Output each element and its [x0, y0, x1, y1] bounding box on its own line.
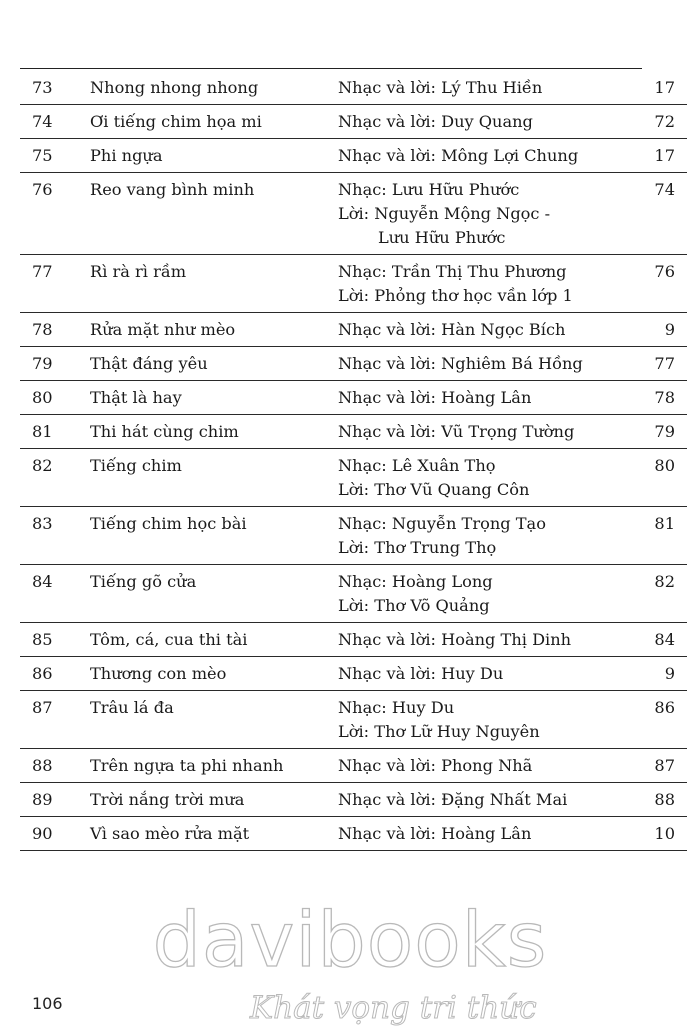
credit-line: Nhạc và lời: Đặng Nhất Mai [338, 790, 568, 809]
song-number: 88 [20, 749, 90, 783]
credit-line: Nhạc và lời: Lý Thu Hiền [338, 78, 543, 97]
song-title: Trên ngựa ta phi nhanh [90, 749, 338, 783]
song-page: 9 [633, 657, 687, 691]
song-number: 83 [20, 507, 90, 565]
song-credit [338, 255, 633, 313]
song-number: 82 [20, 449, 90, 507]
song-title: Nhong nhong nhong [90, 71, 338, 105]
watermark-slogan: Khát vọng tri thức [250, 990, 537, 1026]
song-credit [338, 105, 633, 139]
song-credit [338, 691, 633, 749]
song-page: 9 [633, 313, 687, 347]
credit-line: Lưu Hữu Phước [378, 228, 506, 247]
credit-line: Nhạc: Lê Xuân Thọ [338, 456, 496, 475]
top-rule [20, 68, 642, 69]
song-page: 84 [633, 623, 687, 657]
credit-line: Lời: Thơ Lữ Huy Nguyên [338, 722, 540, 741]
table-row [20, 381, 687, 415]
credit-line: Lời: Phỏng thơ học vần lớp 1 [338, 286, 573, 305]
credit-line: Nhạc và lời: Duy Quang [338, 112, 533, 131]
table-row [20, 507, 687, 565]
table-row [20, 71, 687, 105]
song-credit [338, 139, 633, 173]
song-title: Trâu lá đa [90, 691, 338, 749]
song-title: Thật đáng yêu [90, 347, 338, 381]
song-page: 87 [633, 749, 687, 783]
song-page: 78 [633, 381, 687, 415]
song-credit [338, 71, 633, 105]
song-page: 10 [633, 817, 687, 851]
song-title: Ơi tiếng chim họa mi [90, 105, 338, 139]
table-row [20, 817, 687, 851]
song-title: Reo vang bình minh [90, 173, 338, 255]
credit-line: Nhạc: Trần Thị Thu Phương [338, 262, 567, 281]
song-number: 84 [20, 565, 90, 623]
song-number: 77 [20, 255, 90, 313]
song-page: 86 [633, 691, 687, 749]
table-row [20, 139, 687, 173]
song-title: Tiếng chim [90, 449, 338, 507]
song-number: 90 [20, 817, 90, 851]
credit-line: Nhạc và lời: Hoàng Thị Dinh [338, 630, 572, 649]
song-credit [338, 507, 633, 565]
song-page: 17 [633, 71, 687, 105]
song-index-table [20, 71, 687, 851]
song-number: 74 [20, 105, 90, 139]
table-row [20, 657, 687, 691]
song-number: 75 [20, 139, 90, 173]
song-credit [338, 415, 633, 449]
page-number: 106 [32, 994, 63, 1013]
song-number: 85 [20, 623, 90, 657]
song-title: Tiếng gõ cửa [90, 565, 338, 623]
song-title: Tôm, cá, cua thi tài [90, 623, 338, 657]
table-row [20, 565, 687, 623]
song-title: Trời nắng trời mưa [90, 783, 338, 817]
song-credit [338, 173, 633, 255]
song-credit [338, 817, 633, 851]
table-row [20, 749, 687, 783]
table-row [20, 415, 687, 449]
credit-line: Nhạc và lời: Hàn Ngọc Bích [338, 320, 566, 339]
song-number: 81 [20, 415, 90, 449]
song-title: Rì rà rì rầm [90, 255, 338, 313]
credit-line: Nhạc và lời: Vũ Trọng Tường [338, 422, 575, 441]
song-page: 81 [633, 507, 687, 565]
song-title: Thi hát cùng chim [90, 415, 338, 449]
song-number: 80 [20, 381, 90, 415]
table-row [20, 783, 687, 817]
table-row [20, 255, 687, 313]
song-number: 73 [20, 71, 90, 105]
song-page: 77 [633, 347, 687, 381]
credit-line: Nhạc: Nguyễn Trọng Tạo [338, 514, 546, 533]
song-index-body [20, 71, 687, 851]
song-page: 74 [633, 173, 687, 255]
song-number: 79 [20, 347, 90, 381]
table-row [20, 691, 687, 749]
song-number: 76 [20, 173, 90, 255]
credit-line: Lời: Thơ Võ Quảng [338, 596, 490, 615]
credit-line: Nhạc: Hoàng Long [338, 572, 493, 591]
song-number: 87 [20, 691, 90, 749]
song-title: Thương con mèo [90, 657, 338, 691]
song-credit [338, 657, 633, 691]
song-credit [338, 623, 633, 657]
credit-line: Nhạc: Lưu Hữu Phước [338, 180, 520, 199]
table-row [20, 347, 687, 381]
table-row [20, 173, 687, 255]
table-row [20, 449, 687, 507]
song-page: 80 [633, 449, 687, 507]
credit-line: Nhạc: Huy Du [338, 698, 455, 717]
song-credit [338, 347, 633, 381]
song-title: Tiếng chim học bài [90, 507, 338, 565]
song-number: 89 [20, 783, 90, 817]
table-row [20, 313, 687, 347]
song-page: 82 [633, 565, 687, 623]
song-credit [338, 449, 633, 507]
song-title: Phi ngựa [90, 139, 338, 173]
watermark-brand: davibooks [152, 895, 548, 984]
song-credit [338, 565, 633, 623]
table-row [20, 623, 687, 657]
credit-line: Lời: Thơ Trung Thọ [338, 538, 497, 557]
song-credit [338, 381, 633, 415]
song-page: 79 [633, 415, 687, 449]
song-title: Vì sao mèo rửa mặt [90, 817, 338, 851]
credit-line: Nhạc và lời: Phong Nhã [338, 756, 533, 775]
credit-line: Lời: Thơ Vũ Quang Côn [338, 480, 530, 499]
credit-line: Nhạc và lời: Hoàng Lân [338, 824, 532, 843]
song-page: 72 [633, 105, 687, 139]
credit-line: Nhạc và lời: Nghiêm Bá Hồng [338, 354, 583, 373]
credit-line: Nhạc và lời: Mông Lợi Chung [338, 146, 579, 165]
credit-line: Nhạc và lời: Hoàng Lân [338, 388, 532, 407]
song-title: Thật là hay [90, 381, 338, 415]
credit-line: Lời: Nguyễn Mộng Ngọc - [338, 204, 551, 223]
song-page: 76 [633, 255, 687, 313]
song-credit [338, 749, 633, 783]
song-credit [338, 313, 633, 347]
song-page: 88 [633, 783, 687, 817]
table-row [20, 105, 687, 139]
song-title: Rửa mặt như mèo [90, 313, 338, 347]
song-number: 86 [20, 657, 90, 691]
song-number: 78 [20, 313, 90, 347]
credit-line: Nhạc và lời: Huy Du [338, 664, 504, 683]
song-page: 17 [633, 139, 687, 173]
song-credit [338, 783, 633, 817]
